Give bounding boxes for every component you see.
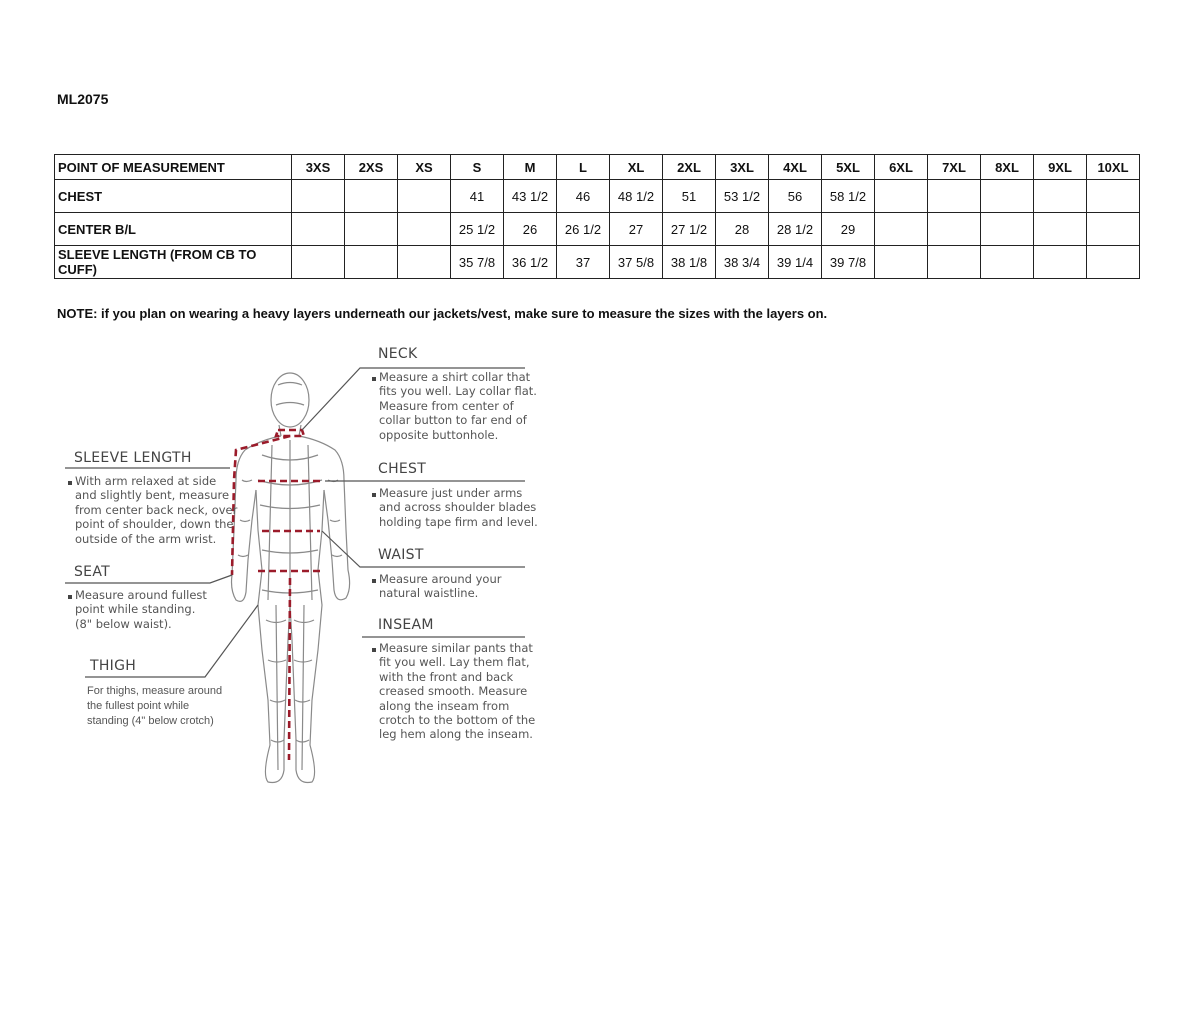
chest-description: Measure just under arms and across shoulder blades holding tape firm and level. [379,486,538,529]
table-row [55,213,1140,246]
seat-description: Measure around fullest point while standing. (8" below waist). [75,588,207,631]
table-cell [398,213,451,246]
table-cell [1087,180,1140,213]
table-cell [1034,246,1087,279]
neck-heading: NECK [378,346,418,362]
table-cell [981,213,1034,246]
product-code: ML2075 [57,91,109,107]
size-header-6xl: 6XL [875,155,928,180]
table-cell: 36 1/2 [504,246,557,279]
size-header-m: M [504,155,557,180]
neck-description: Measure a shirt collar that fits you well. Lay collar flat. Measure from center of collar button to far end of opposite buttonhole. [379,370,537,442]
table-cell [928,180,981,213]
table-cell: 27 1/2 [663,213,716,246]
table-cell: 37 [557,246,610,279]
table-cell [345,246,398,279]
size-header-9xl: 9XL [1034,155,1087,180]
table-cell: 53 1/2 [716,180,769,213]
size-header-2xs: 2XS [345,155,398,180]
table-cell: 28 1/2 [769,213,822,246]
table-cell [398,180,451,213]
table-cell: 25 1/2 [451,213,504,246]
seat-heading: SEAT [74,564,110,580]
table-cell [981,180,1034,213]
size-chart-table [54,154,1140,279]
size-header-5xl: 5XL [822,155,875,180]
table-row [55,246,1140,279]
table-cell [1034,213,1087,246]
table-cell [345,180,398,213]
table-cell [398,246,451,279]
size-header-l: L [557,155,610,180]
table-cell: 28 [716,213,769,246]
sleeve-length-description: With arm relaxed at side and slightly bent, measure from center back neck, over point of shoulder, down the outside of the arm wrist. [75,474,238,546]
layers-note: NOTE: if you plan on wearing a heavy layers underneath our jackets/vest, make sure to measure the sizes with the layers on. [57,306,828,321]
table-cell: 27 [610,213,663,246]
table-cell [1034,180,1087,213]
table-cell: 35 7/8 [451,246,504,279]
body-outline-icon [232,373,350,783]
table-cell [981,246,1034,279]
table-cell [292,180,345,213]
table-cell [292,246,345,279]
chest-heading: CHEST [378,461,427,477]
table-cell: 26 [504,213,557,246]
row-label: CHEST [55,180,292,213]
table-row [55,180,1140,213]
table-cell [928,213,981,246]
size-header-10xl: 10XL [1087,155,1140,180]
waist-heading: WAIST [378,547,424,563]
table-cell: 26 1/2 [557,213,610,246]
size-header-8xl: 8XL [981,155,1034,180]
table-cell: 29 [822,213,875,246]
table-cell: 41 [451,180,504,213]
header-point-of-measurement: POINT OF MEASUREMENT [55,155,292,180]
measurement-dash-lines [232,430,324,760]
table-cell [292,213,345,246]
table-cell: 39 1/4 [769,246,822,279]
table-cell: 48 1/2 [610,180,663,213]
table-cell: 37 5/8 [610,246,663,279]
size-header-xs: XS [398,155,451,180]
sleeve-length-heading: SLEEVE LENGTH [74,450,192,466]
table-cell: 38 1/8 [663,246,716,279]
size-header-2xl: 2XL [663,155,716,180]
table-cell: 38 3/4 [716,246,769,279]
thigh-heading: THIGH [90,658,137,674]
waist-description: Measure around your natural waistline. [379,572,502,601]
inseam-heading: INSEAM [378,617,434,633]
thigh-description: For thighs, measure around the fullest point while standing (4" below crotch) [87,685,223,727]
table-header-row [55,155,1140,180]
table-cell [345,213,398,246]
size-header-3xs: 3XS [292,155,345,180]
size-header-s: S [451,155,504,180]
table-cell [875,213,928,246]
table-cell: 56 [769,180,822,213]
table-cell: 58 1/2 [822,180,875,213]
inseam-description: Measure similar pants that fit you well. Lay them flat, with the front and back creased smooth. Measure along the inseam from crotch to the bottom of the leg hem along the inseam. [379,641,536,742]
row-label: CENTER B/L [55,213,292,246]
table-cell [875,180,928,213]
table-cell [928,246,981,279]
row-label: SLEEVE LENGTH (FROM CB TO CUFF) [55,246,292,279]
table-cell [1087,246,1140,279]
size-header-7xl: 7XL [928,155,981,180]
size-header-4xl: 4XL [769,155,822,180]
table-cell [1087,213,1140,246]
table-cell: 51 [663,180,716,213]
size-header-xl: XL [610,155,663,180]
table-cell [875,246,928,279]
table-cell: 46 [557,180,610,213]
table-cell: 43 1/2 [504,180,557,213]
table-cell: 39 7/8 [822,246,875,279]
size-header-3xl: 3XL [716,155,769,180]
